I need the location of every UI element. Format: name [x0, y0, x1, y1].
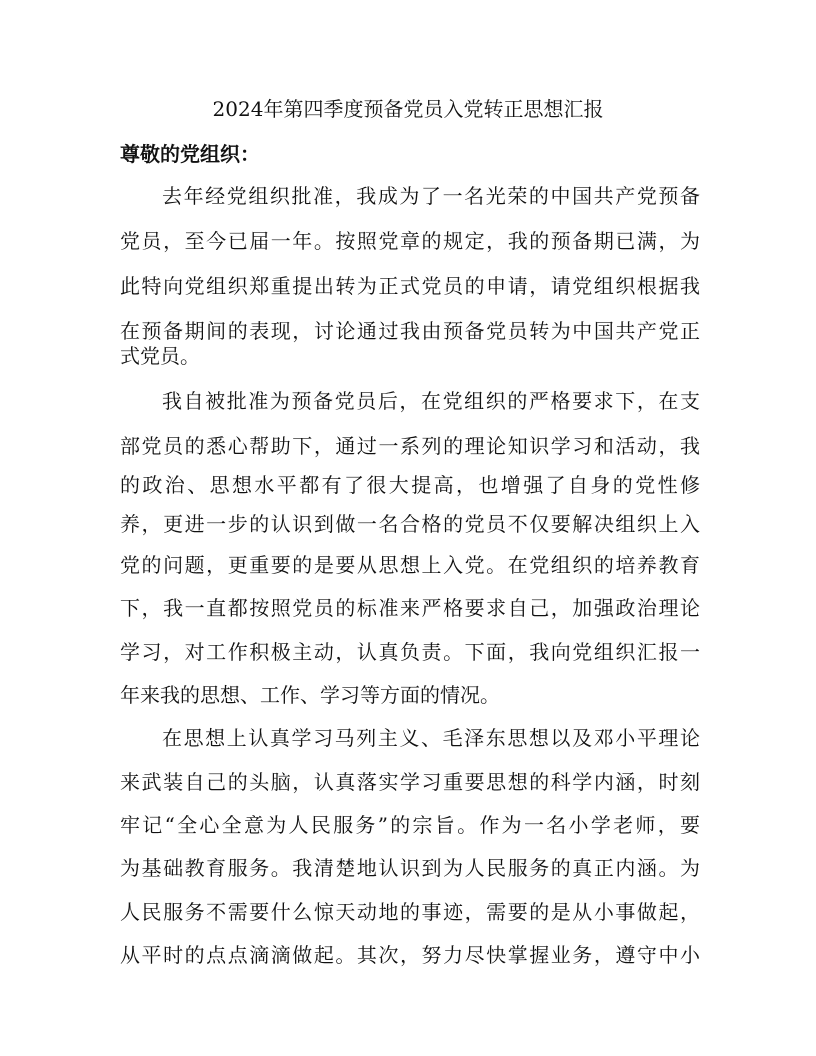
- paragraph-line: 此特向党组织郑重提出转为正式党员的申请，请党组织根据我: [120, 274, 700, 298]
- paragraph-line: 在预备期间的表现，讨论通过我由预备党员转为中国共产党正: [120, 319, 700, 343]
- paragraph-line: 牢记“全心全意为人民服务”的宗旨。作为一名小学老师，要: [120, 813, 700, 837]
- paragraph-line: 的政治、思想水平都有了很大提高，也增强了自身的党性修: [120, 473, 700, 497]
- document-title: 2024年第四季度预备党员入党转正思想汇报: [212, 97, 604, 121]
- paragraph-line: 来武装自己的头脑，认真落实学习重要思想的科学内涵，时刻: [120, 770, 700, 794]
- paragraph-line: 部党员的悉心帮助下，通过一系列的理论知识学习和活动，我: [120, 434, 700, 458]
- paragraph-line: 年来我的思想、工作、学习等方面的情况。: [120, 683, 500, 707]
- paragraph-line: 我自被批准为预备党员后，在党组织的严格要求下，在支: [162, 389, 700, 413]
- paragraph-line: 养，更进一步的认识到做一名合格的党员不仅要解决组织上入: [120, 512, 700, 536]
- salutation: 尊敬的党组织：: [120, 142, 260, 166]
- paragraph-line: 学习，对工作积极主动，认真负责。下面，我向党组织汇报一: [120, 640, 700, 664]
- paragraph-line: 式党员。: [120, 344, 200, 368]
- paragraph-line: 人民服务不需要什么惊天动地的事迹，需要的是从小事做起，: [120, 900, 700, 924]
- paragraph-line: 党员，至今已届一年。按照党章的规定，我的预备期已满，为: [120, 229, 700, 253]
- paragraph-line: 下，我一直都按照党员的标准来严格要求自己，加强政治理论: [120, 596, 700, 620]
- paragraph-line: 党的问题，更重要的是要从思想上入党。在党组织的培养教育: [120, 553, 700, 577]
- paragraph-line: 去年经党组织批准，我成为了一名光荣的中国共产党预备: [162, 184, 700, 208]
- paragraph-line: 从平时的点点滴滴做起。其次，努力尽快掌握业务，遵守中小: [120, 943, 700, 967]
- paragraph-line: 为基础教育服务。我清楚地认识到为人民服务的真正内涵。为: [120, 856, 700, 880]
- paragraph-line: 在思想上认真学习马列主义、毛泽东思想以及邓小平理论: [162, 726, 700, 750]
